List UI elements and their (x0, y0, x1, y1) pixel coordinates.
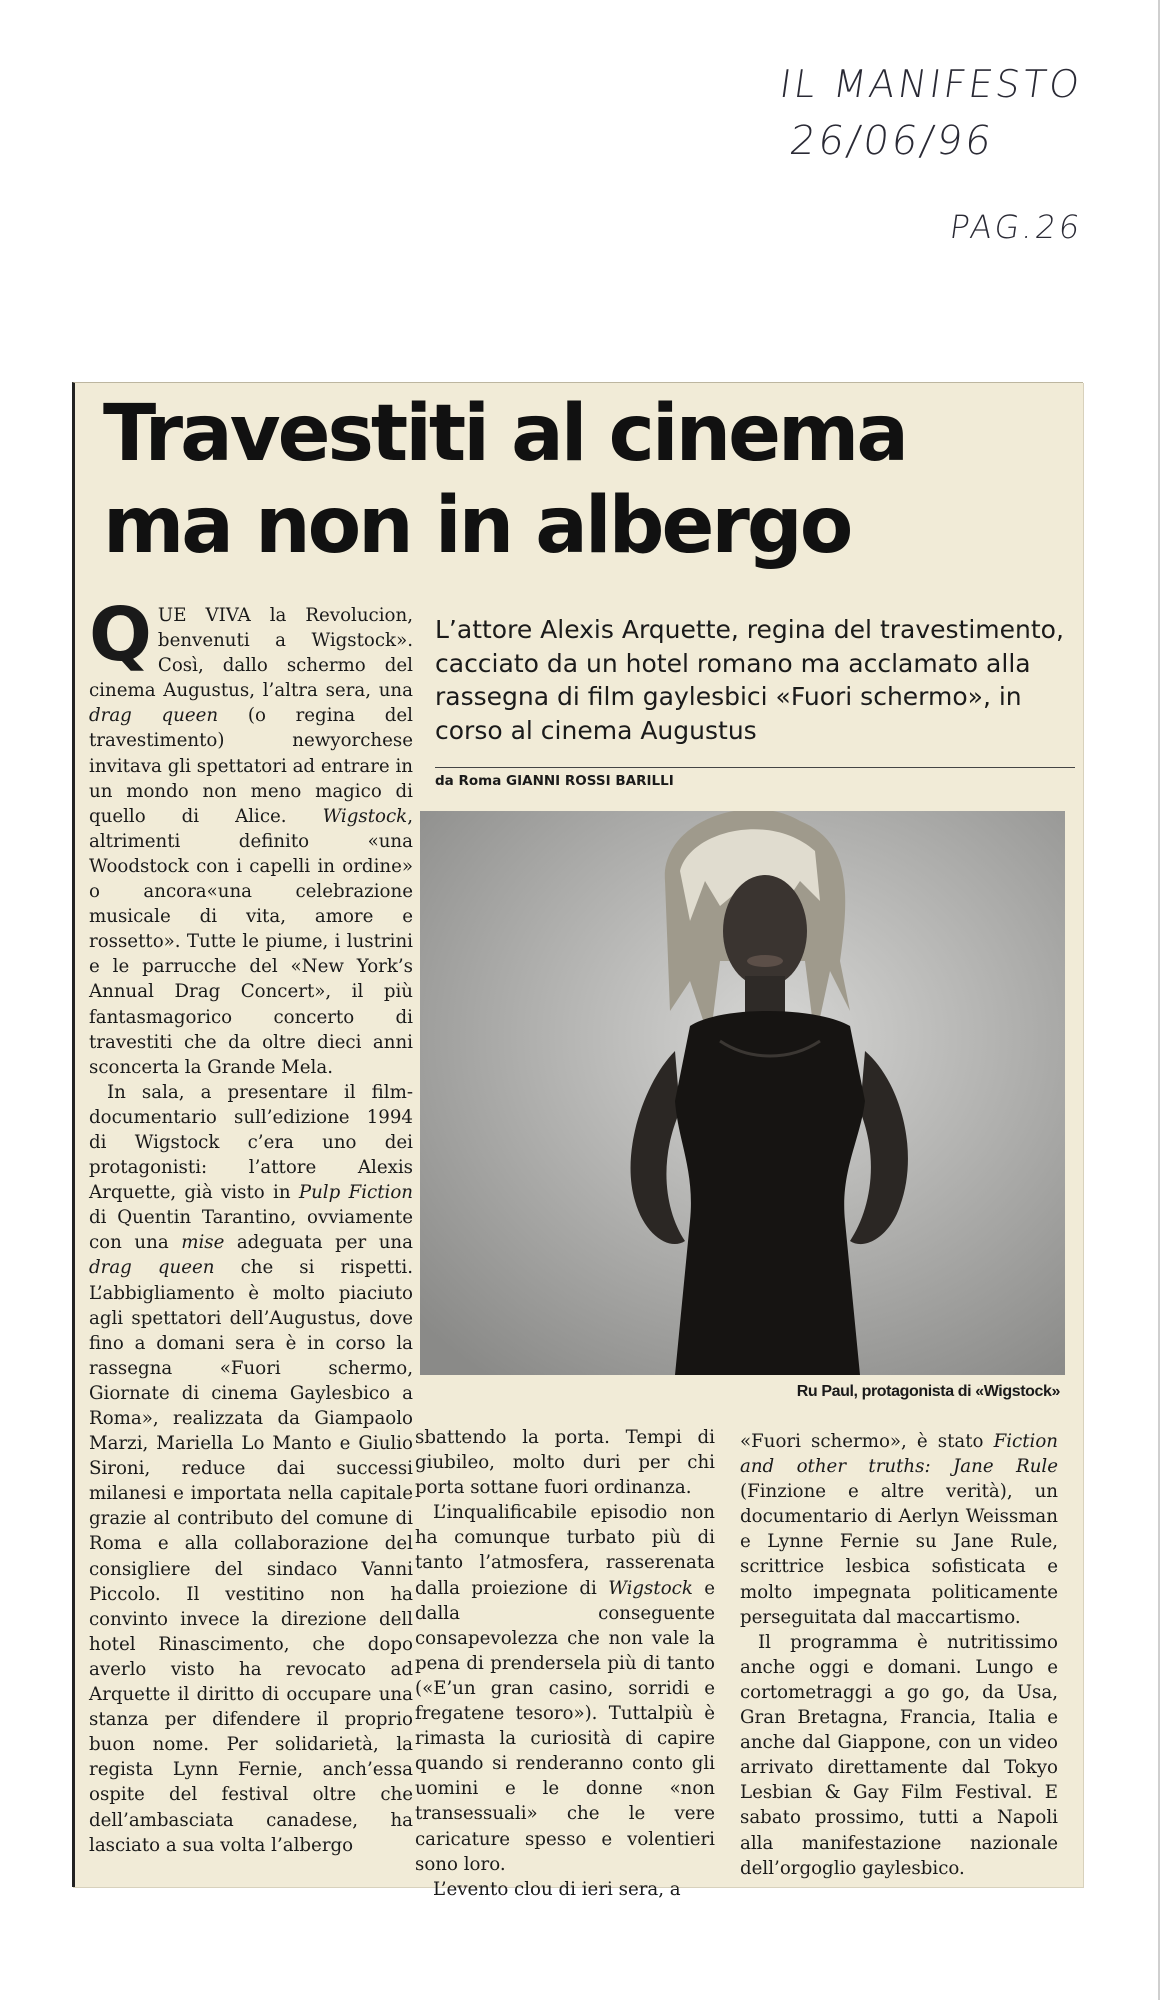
divider-rule (435, 767, 1075, 768)
headline (103, 388, 906, 572)
photo-ru-paul (420, 811, 1065, 1375)
article-column-2 (415, 1425, 715, 1902)
paragraph: «Fuori schermo», è stato Fiction and other truths: Jane Rule (Finzione e altre verità), un documentario di Aerlyn Weissman e Lynne Fernie su Jane Rule, scrittrice lesbica sofisticata e molto impegnata politicamente perseguitata dal maccartismo. (740, 1431, 1058, 1628)
byline-author: GIANNI ROSSI BARILLI (506, 773, 674, 789)
photo-caption (700, 1383, 1060, 1401)
paragraph: In sala, a presentare il film-documentario sull’edizione 1994 di Wigstock c’era uno dei protagonisti: l’attore Alexis Arquette, già visto in Pulp Fiction di Quentin Tarantino, ovviamente con una mise adeguata per una drag queen che si rispetti. L’abbigliamento è molto piaciuto agli spettatori dell’Augustus, dove fino a domani sera è in corso la rassegna «Fuori schermo, Giornate di cinema Gaylesbico a Roma», realizzata da Giampaolo Marzi, Mariella Lo Manto e Giulio Sironi, reduce dai successi milanesi e importata nella capitale grazie al contributo del comune di Roma e alla collaborazione del consigliere del sindaco Vanni Piccolo. Il vestitino non ha convinto invece la direzione dell hotel Rinascimento, che dopo averlo visto ha revocato ad Arquette il diritto di occupare una stanza per difendere il proprio buon nome. Per solidarietà, la regista Lynn Fernie, anch’essa ospite del festival oltre che dell’ambasciata canadese, ha lasciato a sua volta l’albergo (89, 1081, 414, 1856)
newspaper-clipping (72, 382, 1083, 1900)
article-column-1 (89, 592, 414, 1858)
paragraph: QUE VIVA la Revolucion, benvenuti a Wigstock». Così, dallo schermo del cinema Augustus, l’altra sera, una drag queen (o regina del travestimento) newyorchese invitava gli spettatori ad entrare in un mondo non meno magico di quello di Alice. Wigstock, altrimenti definito «una Woodstock con i capelli in ordine» o ancora«una celebrazione musicale di vita, amore e rossetto». Tutte le piume, i lustrini e le parrucche del «New York’s Annual Drag Concert», il più fantasmagorico concerto di travestiti che da oltre dieci anni sconcerta la Grande Mela. (89, 592, 414, 1078)
scan-edge-line (1158, 0, 1160, 2000)
paragraph: L’inqualificabile episodio non ha comunque turbato più di tanto l’atmosfera, rasserenata dalla proiezione di Wigstock e dalla conseguente consapevolezza che non vale la pena di prendersela più di tanto («E’un gran casino, sorridi e fregatene tesoro»). Tuttalpiù è rimasta la curiosità di capire quando si renderanno conto gli uomini e le donne «non transessuali» che le vere caricature spesso e volentieri sono loro. (415, 1502, 715, 1875)
handwritten-page-note: PAG.26 (947, 208, 1085, 246)
caption-title: «Wigstock» (975, 1383, 1060, 1400)
paragraph: sbattendo la porta. Tempi di giubileo, molto duri per chi porta sottane fuori ordinanza. (415, 1427, 715, 1499)
byline-prefix: da Roma (435, 773, 502, 789)
paragraph: L’evento clou di ieri sera, a (433, 1878, 681, 1900)
article-column-3 (740, 1429, 1058, 1881)
handwritten-source-note: IL MANIFESTO (776, 62, 1086, 106)
subheadline: L’attore Alexis Arquette, regina del travestimento, cacciato da un hotel romano ma acclamato alla rassegna di film gaylesbici «Fuori schermo», in corso al cinema Augustus (435, 615, 1064, 745)
headline-line-2: ma non in albergo (103, 481, 851, 571)
handwritten-date-note: 26/06/96 (786, 118, 997, 164)
byline (435, 773, 674, 789)
caption-prefix: Ru Paul, protagonista di (796, 1383, 972, 1400)
headline-line-1: Travestiti al cinema (103, 389, 906, 479)
photo-illustration (420, 811, 1065, 1375)
paragraph: Il programma è nutritissimo anche oggi e domani. Lungo e cortometraggi a go go, da Usa, Gran Bretagna, Francia, Italia e anche dal Giappone, con un video arrivato direttamente dal Tokyo Lesbian & Gay Film Festival. E sabato prossimo, tutti a Napoli alla manifestazione nazionale dell’orgoglio gaylesbico. (740, 1631, 1058, 1879)
